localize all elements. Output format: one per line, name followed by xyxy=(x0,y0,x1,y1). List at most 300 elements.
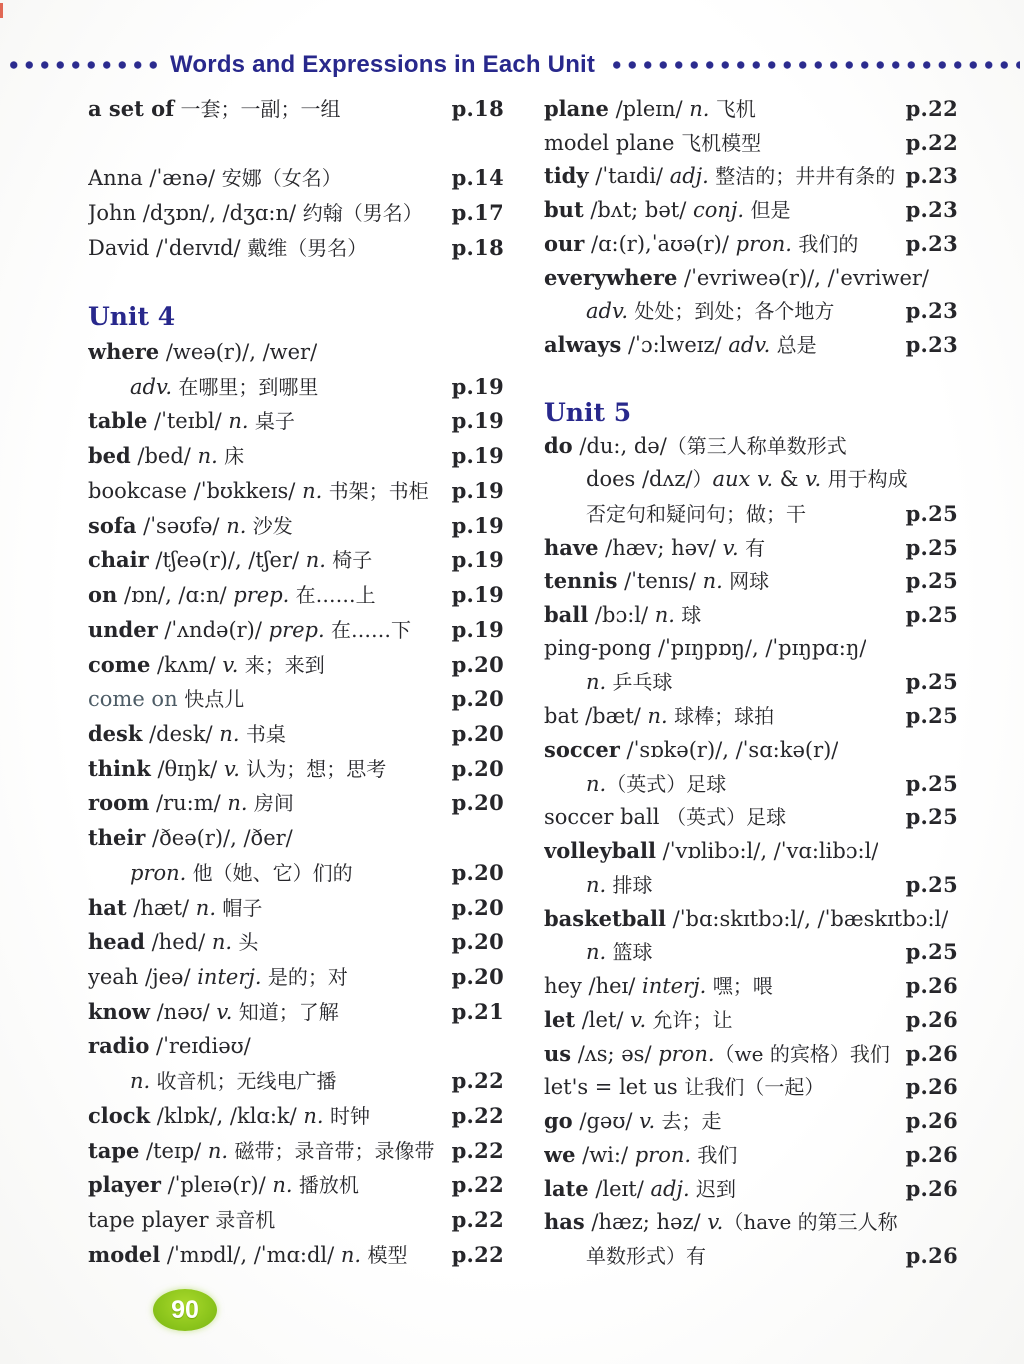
entry-text xyxy=(88,1238,407,1273)
part-of-speech: v. xyxy=(223,756,240,781)
chinese-translation: 允许；让 xyxy=(646,1007,733,1032)
vocab-entry xyxy=(544,328,958,362)
phonetic: model plane xyxy=(544,130,682,155)
vocab-entry xyxy=(88,925,504,960)
page-ref: p.26 xyxy=(905,1040,958,1066)
phonetic: /bʌt; bət/ xyxy=(583,198,693,223)
page-ref: p.23 xyxy=(905,163,958,189)
part-of-speech: pron. xyxy=(634,1142,692,1167)
chinese-translation: 有 xyxy=(738,535,766,560)
entry-text xyxy=(544,1104,722,1139)
part-of-speech: n. xyxy=(130,1069,151,1094)
vocab-column-left xyxy=(88,92,504,1273)
vocab-entry xyxy=(88,786,504,821)
phonetic: /leɪt/ xyxy=(588,1176,651,1201)
phonetic: /klɒk/, /klɑ:k/ xyxy=(150,1103,304,1128)
headword: radio xyxy=(88,1033,150,1059)
headword: let xyxy=(544,1006,576,1032)
entry-text xyxy=(88,335,317,370)
page-ref: p.22 xyxy=(451,1172,504,1198)
entry-text xyxy=(88,1099,370,1134)
chinese-translation: 网球 xyxy=(722,569,770,594)
part-of-speech: n. xyxy=(303,1103,324,1128)
chinese-translation: 整洁的；井井有条的 xyxy=(708,164,896,189)
part-of-speech: n. xyxy=(340,1242,362,1267)
vocab-entry xyxy=(88,1203,504,1238)
vocab-entry xyxy=(544,767,958,801)
phonetic: Anna /ˈænə/ xyxy=(88,166,222,191)
phonetic: bat /bæt/ xyxy=(544,704,648,729)
page-ref: p.14 xyxy=(451,165,504,191)
vocab-entry xyxy=(544,1104,958,1138)
entry-text xyxy=(544,227,858,262)
vocab-entry xyxy=(88,995,504,1030)
page-ref: p.20 xyxy=(451,651,504,677)
phonetic: /hæz; həz/ xyxy=(584,1210,708,1235)
chinese-translation: 知道；了解 xyxy=(232,999,339,1024)
part-of-speech: n. xyxy=(647,704,668,729)
headword: but xyxy=(544,197,584,223)
vocab-entry xyxy=(544,598,958,632)
headword: on xyxy=(88,582,118,608)
part-of-speech: n. xyxy=(586,940,607,965)
part-of-speech: adj. xyxy=(669,164,709,189)
entry-text xyxy=(544,261,929,296)
phonetic: /du:, də/ xyxy=(572,434,667,459)
phonetic: /ˈreɪdiəʊ/ xyxy=(149,1034,251,1059)
page-ref: p.26 xyxy=(905,1108,958,1134)
phonetic: /nəʊ/ xyxy=(149,999,217,1024)
part-of-speech: n. xyxy=(702,569,723,594)
headword: their xyxy=(88,825,146,851)
phonetic: /ˈbɑ:skɪtbɔ:l/, /ˈbæskɪtbɔ:l/ xyxy=(665,906,949,931)
part-of-speech: v. xyxy=(630,1007,647,1032)
phonetic: bookcase /ˈbʊkkeɪs/ xyxy=(88,478,303,503)
entry-text xyxy=(88,1134,434,1169)
vocab-entry xyxy=(88,856,504,891)
vocab-entry xyxy=(544,227,958,261)
entry-text xyxy=(88,717,286,752)
chinese-translation: 他（她、它）们的 xyxy=(186,860,353,885)
chinese-translation: 总是 xyxy=(770,333,817,358)
headword: do xyxy=(544,433,573,459)
vocab-entry xyxy=(544,1172,958,1206)
dotted-line-right xyxy=(609,59,1020,71)
phonetic: /teɪp/ xyxy=(139,1138,208,1163)
vocab-entry xyxy=(88,439,504,474)
part-of-speech: aux v. xyxy=(712,467,774,492)
entry-text xyxy=(88,613,411,648)
vocab-entry xyxy=(544,497,958,531)
chinese-translation: 在……上 xyxy=(289,583,376,608)
part-of-speech: adv. xyxy=(586,299,629,324)
part-of-speech: v. xyxy=(216,999,233,1024)
headword: under xyxy=(88,616,158,642)
chinese-translation: （we 的宾格）我们 xyxy=(714,1041,890,1066)
chinese-translation: （第三人称单数形式 xyxy=(666,434,847,459)
headword: have xyxy=(544,534,599,560)
part-of-speech: interj. xyxy=(642,974,707,999)
vocab-entry xyxy=(544,463,958,497)
vocab-entry xyxy=(544,193,958,227)
page-ref: p.21 xyxy=(451,998,504,1024)
vocab-entry xyxy=(544,733,958,767)
dotted-line-left xyxy=(6,59,158,71)
chinese-translation: 用于构成 xyxy=(821,467,908,492)
part-of-speech: adv. xyxy=(728,333,771,358)
page-ref: p.20 xyxy=(451,859,504,885)
vocab-entry xyxy=(88,578,504,613)
chinese-translation: （have 的第三人称 xyxy=(723,1210,898,1235)
phonetic: /θɪŋk/ xyxy=(150,756,224,781)
part-of-speech: adj. xyxy=(650,1176,690,1201)
entry-text xyxy=(544,700,774,734)
chinese-translation: 我们的 xyxy=(791,231,859,256)
entry-text xyxy=(544,598,701,633)
vocab-entry xyxy=(88,1134,504,1169)
entry-text xyxy=(544,1138,737,1173)
chinese-translation: 椅子 xyxy=(325,548,373,573)
entry-text xyxy=(544,498,806,532)
part-of-speech: n. xyxy=(586,771,607,796)
headword: head xyxy=(88,929,145,955)
entry-text xyxy=(88,1203,275,1238)
chinese-translation: 安娜（女名） xyxy=(221,166,342,191)
headword: volleyball xyxy=(544,838,656,864)
phonetic: /ˈtaɪdi/ xyxy=(588,164,670,189)
page-ref: p.17 xyxy=(451,200,504,226)
entry-text xyxy=(88,439,244,474)
headword: clock xyxy=(88,1102,151,1128)
entry-text xyxy=(88,1029,251,1064)
page-ref: p.25 xyxy=(905,703,958,729)
phonetic: /pleɪn/ xyxy=(608,97,690,121)
entry-text xyxy=(544,1205,898,1240)
chinese-translation: 约翰（男名） xyxy=(302,201,423,226)
phonetic: /wi:/ xyxy=(575,1142,635,1167)
page-ref: p.22 xyxy=(451,1241,504,1267)
headword: us xyxy=(544,1040,572,1066)
phonetic: /ˈsɒkə(r)/, /ˈsɑ:kə(r)/ xyxy=(619,737,839,762)
entry-text xyxy=(544,632,866,666)
chinese-translation: 快点儿 xyxy=(184,687,245,712)
vocab-entry xyxy=(544,1239,958,1273)
page-ref: p.19 xyxy=(451,582,504,608)
chinese-translation: 否定句和疑问句；做；干 xyxy=(586,501,806,526)
entry-text xyxy=(544,1071,824,1105)
vocab-entry xyxy=(544,564,958,598)
headword: plane xyxy=(544,96,609,121)
page-ref: p.19 xyxy=(451,373,504,399)
part-of-speech: v. xyxy=(707,1210,724,1235)
entry-text xyxy=(88,925,258,960)
vocab-entry xyxy=(88,1168,504,1203)
chinese-translation: 处处；到处；各个地方 xyxy=(628,299,835,324)
chinese-translation: 嘿；喂 xyxy=(706,974,773,999)
phonetic: /ˈsəʊfə/ xyxy=(136,513,227,538)
entry-text xyxy=(88,370,318,405)
vocab-entry xyxy=(544,126,958,160)
headword: late xyxy=(544,1175,589,1201)
page-ref: p.25 xyxy=(905,804,958,830)
page-ref: p.25 xyxy=(905,500,958,526)
entry-text xyxy=(544,936,653,970)
phonetic: /hæv; həv/ xyxy=(598,535,723,560)
page-ref: p.25 xyxy=(905,669,958,695)
part-of-speech: n. xyxy=(586,670,607,695)
phonetic: /ˈpleɪə(r)/ xyxy=(160,1173,273,1198)
vocab-entry xyxy=(544,800,958,834)
chinese-translation: 沙发 xyxy=(246,513,293,538)
vocab-entry xyxy=(88,648,504,683)
vocab-entry xyxy=(88,509,504,544)
vocab-entry xyxy=(544,1003,958,1037)
chinese-translation: 球 xyxy=(674,603,702,628)
vocab-entry xyxy=(544,1138,958,1172)
headword: chair xyxy=(88,547,149,573)
page-ref: p.26 xyxy=(905,1242,958,1268)
entry-text xyxy=(544,902,948,937)
phonetic: /tʃeə(r)/, /tʃer/ xyxy=(148,548,306,573)
phrase: come on xyxy=(88,687,185,712)
entry-text xyxy=(544,429,847,464)
phonetic: /ru:m/ xyxy=(149,791,228,816)
entry-text xyxy=(88,682,244,717)
vocab-entry xyxy=(544,868,958,902)
part-of-speech: v. xyxy=(639,1109,656,1134)
chinese-translation: 在……下 xyxy=(324,617,412,642)
vocab-entry xyxy=(544,699,958,733)
page-ref: p.19 xyxy=(451,477,504,503)
page-ref: p.20 xyxy=(451,929,504,955)
chinese-translation: 播放机 xyxy=(292,1173,359,1198)
entry-text xyxy=(88,821,293,856)
entry-text xyxy=(88,543,372,578)
part-of-speech: pron. xyxy=(130,860,187,885)
chinese-translation: 我们 xyxy=(691,1142,738,1167)
phonetic: /desk/ xyxy=(142,721,220,746)
page-ref: p.19 xyxy=(451,616,504,642)
phonetic: John /dʒɒn/, /dʒɑ:n/ xyxy=(88,201,303,226)
part-of-speech: n. xyxy=(302,478,323,503)
page-ref: p.19 xyxy=(451,547,504,573)
page-ref: p.20 xyxy=(451,894,504,920)
chinese-translation: 认为；想；思考 xyxy=(239,756,387,781)
headword: tidy xyxy=(544,163,589,189)
phonetic: yeah /jeə/ xyxy=(88,964,198,989)
part-of-speech: n. xyxy=(654,603,675,628)
part-of-speech: n. xyxy=(689,97,710,121)
entry-text xyxy=(88,995,339,1030)
entry-text xyxy=(88,891,262,926)
phonetic: /ˈevriweə(r)/, /ˈevriwer/ xyxy=(677,265,929,290)
page-ref: p.25 xyxy=(905,568,958,594)
phonetic: & xyxy=(773,467,806,492)
page-ref: p.26 xyxy=(905,973,958,999)
chinese-translation: 但是 xyxy=(744,198,791,223)
spacer xyxy=(88,266,504,301)
headword: model xyxy=(88,1241,161,1267)
part-of-speech: n. xyxy=(219,721,240,746)
headword: tennis xyxy=(544,568,618,594)
unit-heading: Unit 5 xyxy=(544,397,632,427)
page-ref: p.20 xyxy=(451,755,504,781)
phonetic: ping-pong /ˈpɪŋpɒŋ/, /ˈpɪŋpɑ:ŋ/ xyxy=(544,635,867,660)
entry-text xyxy=(88,509,293,544)
page-ref: p.25 xyxy=(905,871,958,897)
phonetic: /weə(r)/, /wer/ xyxy=(159,340,318,365)
headword: player xyxy=(88,1172,161,1198)
page-ref: p.25 xyxy=(905,534,958,560)
entry-text xyxy=(544,1003,733,1038)
page-ref: p.25 xyxy=(905,602,958,628)
entry-text xyxy=(88,92,341,127)
entry-text xyxy=(544,869,653,903)
vocab-columns xyxy=(88,92,958,1273)
chinese-translation: 书桌 xyxy=(239,721,286,746)
vocab-entry xyxy=(544,902,958,936)
entry-text xyxy=(544,193,790,228)
page-number-badge: 90 xyxy=(153,1289,217,1331)
vocab-entry xyxy=(88,960,504,995)
entry-text xyxy=(544,463,908,497)
chinese-translation: 篮球 xyxy=(606,940,653,965)
vocab-entry xyxy=(88,92,504,127)
vocab-entry xyxy=(88,891,504,926)
part-of-speech: n. xyxy=(207,1138,229,1163)
vocab-entry xyxy=(88,1099,504,1134)
entry-text xyxy=(88,786,294,821)
vocab-entry xyxy=(544,92,958,126)
chinese-translation: 时钟 xyxy=(323,1103,370,1128)
page-ref: p.25 xyxy=(905,770,958,796)
vocab-entry xyxy=(88,682,504,717)
chinese-translation: 去；走 xyxy=(655,1109,722,1134)
entry-text xyxy=(544,1240,706,1274)
chinese-translation: 房间 xyxy=(247,791,294,816)
phonetic: let's = let us xyxy=(544,1075,685,1100)
vocab-entry xyxy=(544,1037,958,1071)
vocab-entry xyxy=(544,665,958,699)
vocab-entry xyxy=(544,159,958,193)
vocab-entry xyxy=(544,1070,958,1104)
part-of-speech: v. xyxy=(722,535,739,560)
page-ref: p.20 xyxy=(451,686,504,712)
phonetic: /ðeə(r)/, /ðer/ xyxy=(145,826,293,851)
part-of-speech: pron. xyxy=(658,1041,715,1066)
phonetic: David /ˈdeɪvɪd/ xyxy=(88,235,248,260)
headword: ball xyxy=(544,602,589,628)
page-ref: p.18 xyxy=(451,96,504,121)
page-ref: p.20 xyxy=(451,790,504,816)
headword: our xyxy=(544,230,585,256)
phonetic: /ʌs; əs/ xyxy=(571,1041,659,1066)
chinese-translation: 磁带；录音带；录像带 xyxy=(228,1138,435,1163)
phonetic: /ɒn/, /ɑ:n/ xyxy=(117,583,234,608)
vocab-entry xyxy=(88,1238,504,1273)
headword: where xyxy=(88,339,160,365)
page-ref: p.26 xyxy=(905,1074,958,1100)
headword: sofa xyxy=(88,512,137,538)
phonetic: does /dʌz/ xyxy=(586,467,693,492)
part-of-speech: v. xyxy=(805,467,822,492)
entry-text xyxy=(544,159,895,194)
page-ref: p.22 xyxy=(905,129,958,155)
vocab-entry xyxy=(544,261,958,295)
page-ref: p.19 xyxy=(451,408,504,434)
vocab-entry xyxy=(88,613,504,648)
chinese-translation: 飞机模型 xyxy=(681,130,762,155)
headword: soccer xyxy=(544,736,620,762)
chinese-translation: 排球 xyxy=(606,872,653,897)
entry-text xyxy=(88,196,423,231)
entry-text xyxy=(88,856,353,891)
vocab-entry xyxy=(88,404,504,439)
page-ref: p.22 xyxy=(451,1102,504,1128)
vocab-entry xyxy=(88,196,504,231)
chinese-translation: 床 xyxy=(217,444,245,469)
unit-heading: Unit 4 xyxy=(88,302,176,332)
vocab-entry xyxy=(544,935,958,969)
headword: go xyxy=(544,1108,573,1134)
page-title: Words and Expressions in Each Unit xyxy=(170,51,596,78)
part-of-speech: n. xyxy=(305,548,326,573)
headword: has xyxy=(544,1209,585,1235)
vocab-entry xyxy=(88,335,504,370)
part-of-speech: n. xyxy=(228,409,249,434)
vocab-entry xyxy=(88,161,504,196)
phonetic: /ˈvɒlibɔ:l/, /ˈvɑ:libɔ:l/ xyxy=(655,839,879,864)
chinese-translation: 戴维（男名） xyxy=(247,235,368,260)
entry-text xyxy=(88,960,348,995)
headword: hat xyxy=(88,894,127,920)
entry-text xyxy=(544,1037,890,1072)
headword: we xyxy=(544,1141,576,1167)
part-of-speech: adv. xyxy=(130,374,173,399)
chinese-translation: 书架；书柜 xyxy=(322,478,429,503)
part-of-speech: n. xyxy=(211,930,233,955)
phonetic: /let/ xyxy=(575,1007,631,1032)
vocab-entry xyxy=(88,370,504,405)
phonetic: /ˈteɪbl/ xyxy=(147,409,229,434)
headword: think xyxy=(88,755,151,781)
entry-text xyxy=(544,801,786,835)
entry-text xyxy=(88,752,386,787)
chinese-translation: 飞机 xyxy=(709,97,756,121)
page-ref: p.26 xyxy=(905,1141,958,1167)
part-of-speech: pron. xyxy=(735,231,792,256)
part-of-speech: v. xyxy=(222,652,239,677)
headword: table xyxy=(88,408,148,434)
spacer xyxy=(544,362,958,396)
headword: desk xyxy=(88,720,143,746)
entry-text xyxy=(88,404,295,439)
part-of-speech: n. xyxy=(227,791,248,816)
phonetic: /ˈɔ:lweɪz/ xyxy=(621,333,729,358)
page-ref: p.23 xyxy=(905,332,958,358)
headword: tape xyxy=(88,1137,140,1163)
page-ref: p.22 xyxy=(451,1068,504,1094)
vocab-entry xyxy=(88,543,504,578)
phonetic: /ˈʌndə(r)/ xyxy=(157,617,269,642)
page-ref: p.20 xyxy=(451,963,504,989)
page-ref: p.26 xyxy=(905,1006,958,1032)
chinese-translation: 一套；一副；一组 xyxy=(174,97,341,121)
part-of-speech: n. xyxy=(272,1173,293,1198)
part-of-speech: n. xyxy=(197,444,218,469)
chinese-translation: 在哪里；到哪里 xyxy=(172,374,319,399)
entry-text xyxy=(544,666,673,700)
